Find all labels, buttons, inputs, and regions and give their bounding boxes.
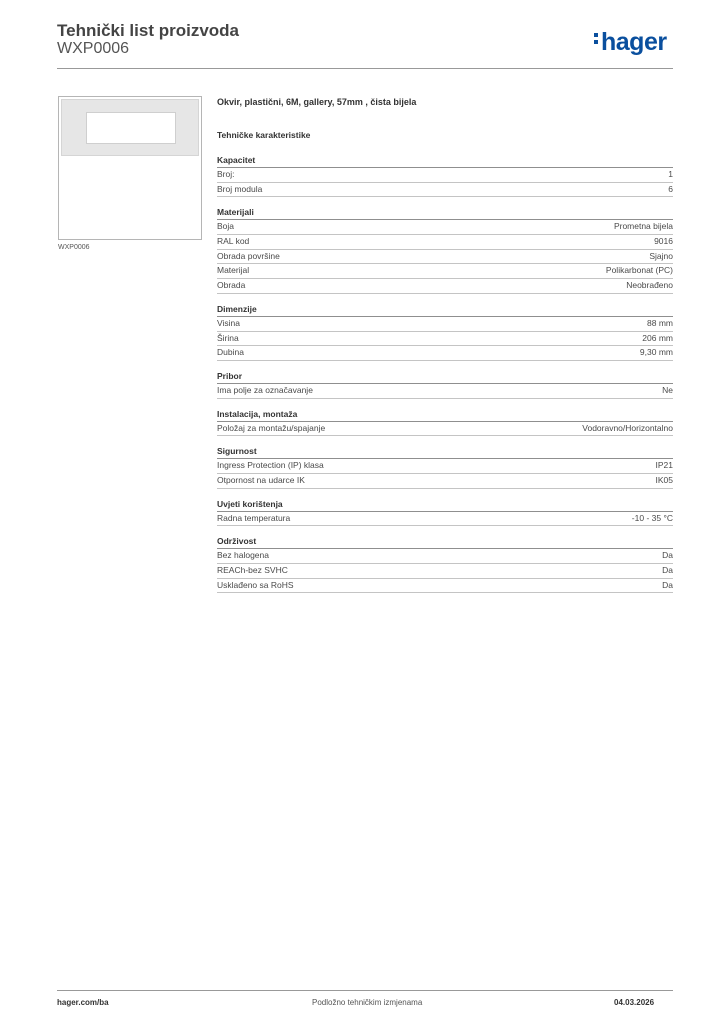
spec-label: Visina (217, 317, 240, 328)
spec-row (217, 384, 673, 399)
spec-value: Prometna bijela (613, 221, 673, 232)
spec-label: Obrada površine (217, 250, 280, 261)
spec-row (217, 220, 673, 235)
product-code: WXP0006 (57, 40, 130, 57)
spec-row (217, 579, 673, 594)
section-title: Sigurnost (217, 445, 673, 459)
spec-row (217, 474, 673, 489)
frame-illustration (61, 99, 199, 156)
spec-value: Polikarbonat (PC) (605, 265, 673, 276)
spec-value: 1 (668, 169, 673, 179)
spec-label: Radna temperatura (217, 512, 291, 523)
spec-label: Ingress Protection (IP) klasa (217, 460, 324, 471)
section-title: Uvjeti korištenja (217, 498, 673, 512)
tech-characteristics-title: Tehničke karakteristike (217, 130, 311, 140)
logo-dots-icon (594, 30, 599, 47)
page-title: Tehnički list proizvoda (57, 21, 239, 40)
spec-row (217, 264, 673, 279)
spec-value: 88 mm (647, 317, 673, 328)
spec-row (217, 279, 673, 294)
hager-logo[interactable] (594, 28, 667, 56)
spec-section (217, 206, 673, 293)
spec-value: Sjajno (649, 250, 673, 261)
spec-row (217, 317, 673, 332)
spec-label: Otpornost na udarce IK (217, 474, 305, 485)
spec-value: 6 (668, 183, 673, 194)
section-title: Materijali (217, 206, 673, 220)
header-divider (57, 68, 673, 69)
section-title: Održivost (217, 535, 673, 549)
spec-row (217, 459, 673, 474)
spec-row (217, 168, 673, 183)
spec-row (217, 549, 673, 564)
product-image (58, 96, 202, 240)
spec-sections (217, 154, 673, 593)
spec-section (217, 408, 673, 437)
spec-row (217, 564, 673, 579)
spec-label: REACh-bez SVHC (217, 565, 288, 575)
spec-row (217, 512, 673, 527)
spec-row (217, 250, 673, 265)
logo-text: hager (601, 28, 667, 56)
footer-notice: Podložno tehničkim izmjenama (312, 998, 423, 1007)
spec-label: Usklađeno sa RoHS (217, 579, 294, 590)
spec-value: Vodoravno/Horizontalno (582, 422, 673, 433)
spec-section (217, 370, 673, 399)
spec-row (217, 422, 673, 437)
section-title: Dimenzije (217, 303, 673, 317)
spec-value: 206 mm (642, 332, 673, 343)
spec-label: Materijal (217, 265, 250, 276)
spec-label: Dubina (217, 347, 244, 358)
spec-value: -10 - 35 °C (631, 512, 673, 523)
footer-date: 04.03.2026 (614, 998, 655, 1007)
spec-row (217, 346, 673, 361)
spec-label: Broj: (217, 169, 235, 179)
spec-label: Širina (217, 332, 239, 343)
spec-label: RAL kod (217, 236, 250, 247)
spec-section (217, 154, 673, 197)
spec-label: Boja (217, 221, 235, 232)
product-image-caption: WXP0006 (58, 244, 90, 251)
spec-section (217, 535, 673, 593)
section-title: Pribor (217, 370, 673, 384)
spec-value: 9,30 mm (639, 347, 673, 358)
spec-row (217, 235, 673, 250)
spec-section (217, 498, 673, 527)
spec-label: Bez halogena (217, 550, 269, 561)
section-title: Kapacitet (217, 154, 673, 168)
spec-value: Da (662, 579, 673, 590)
frame-opening (86, 112, 176, 144)
spec-row (217, 332, 673, 347)
spec-row (217, 183, 673, 198)
spec-value: Da (662, 565, 673, 575)
spec-section (217, 445, 673, 488)
section-title: Instalacija, montaža (217, 408, 673, 422)
spec-value: IP21 (655, 460, 673, 471)
product-description: Okvir, plastični, 6M, gallery, 57mm , čista bijela (217, 97, 417, 107)
spec-label: Broj modula (217, 183, 263, 194)
spec-label: Obrada (217, 280, 246, 291)
spec-label: Položaj za montažu/spajanje (217, 422, 326, 433)
spec-value: 9016 (654, 236, 673, 247)
spec-value: IK05 (655, 474, 673, 485)
spec-value: Neobrađeno (626, 280, 673, 291)
footer-website[interactable]: hager.com/ba (57, 998, 109, 1007)
footer-divider (57, 990, 673, 991)
spec-value: Da (662, 550, 673, 561)
spec-value: Ne (662, 384, 673, 395)
spec-section (217, 303, 673, 361)
spec-label: Ima polje za označavanje (217, 384, 313, 395)
spec-content (217, 96, 673, 602)
